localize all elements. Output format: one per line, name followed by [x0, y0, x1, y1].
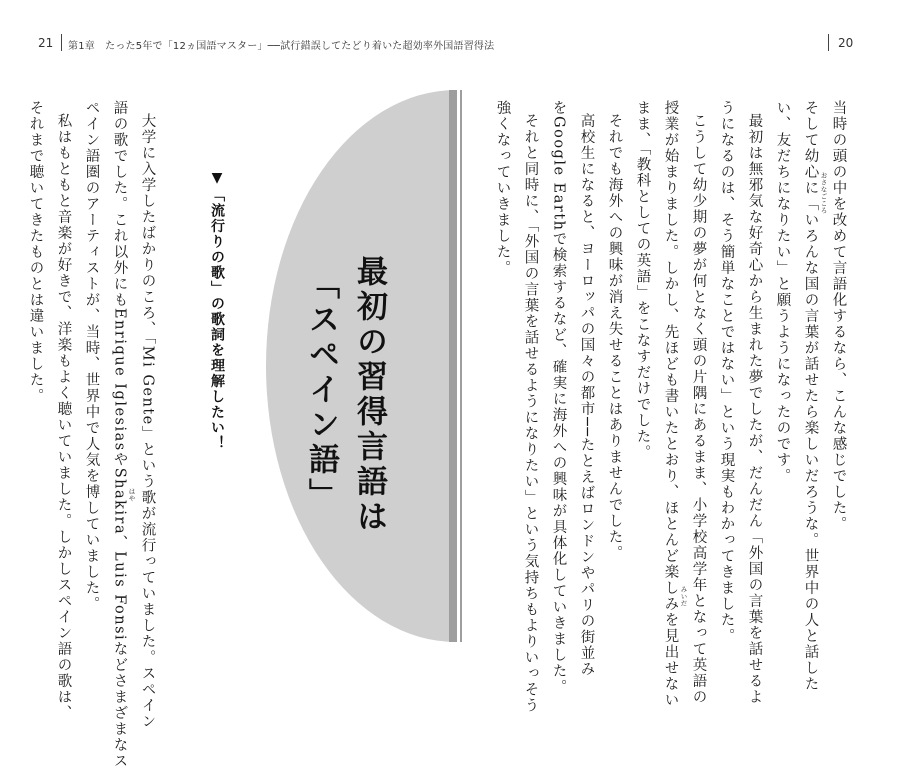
body-line: それでも海外への興味が消え失せることはありませんでした。	[606, 113, 623, 561]
body-line: 強くなっていきました。	[494, 100, 511, 276]
body-line: それと同時に、「外国の言葉を話せるようになりたい」という気持ちもよりいっそう	[522, 113, 539, 714]
body-line: 私はもともと音楽が好きで、洋楽もよく聴いていました。しかしスペイン語の歌は、	[55, 113, 72, 721]
body-line: 大学に入学したばかりのころ、「Mi Gente」という歌が流行っていました。スペイン	[139, 113, 156, 730]
right-page-number: 20	[838, 36, 854, 50]
section-title-line: 「スペイン語」	[303, 268, 339, 513]
subsection-heading: ▼「流行りの歌」の歌詞を理解したい！	[209, 170, 225, 451]
body-line: 語の歌でした。これ以外にもEnrique IglesiasやShakira、Luis Fonsiなどさまざまなス	[111, 100, 128, 769]
title-bar-primary	[449, 90, 457, 642]
body-line: い、友だちになりたい」と願うようになったのです。	[774, 100, 791, 484]
body-line: そして幼心に「いろんな国の言葉が話せたら楽しいだろうな。世界中の人と話した	[802, 100, 819, 692]
body-line: まま、「教科としての英語」をこなすだけでした。	[634, 100, 651, 461]
body-line: こうして幼少期の夢が何となく頭の片隅にあるまま、小学校高学年となって英語の	[690, 113, 707, 705]
body-line: うになるのは、そう簡単なことではない」という現実もわかってきました。	[718, 100, 735, 644]
body-line: ペイン語圏のアーティストが、当時、世界中で人気を博していました。	[83, 100, 100, 612]
body-line: 授業が始まりました。しかし、先ほども書いたとおり、ほとんど楽しみを見出せない	[662, 100, 679, 708]
body-line: 最初は無邪気な好奇心から生まれた夢でしたが、だんだん「外国の言葉を話せるよ	[746, 113, 763, 705]
title-bar-secondary	[460, 90, 462, 642]
section-title-line: 最初の習得言語は	[351, 255, 387, 535]
ruby-annotation: はや	[127, 488, 136, 502]
ruby-annotation: おさなごころ	[819, 172, 828, 214]
body-line: 高校生になると、ヨーロッパの国々の都市──たとえばロンドンやパリの街並み	[578, 113, 595, 678]
ruby-annotation: みいだ	[679, 586, 688, 607]
body-line: それまで聴いてきたものとは違いました。	[27, 100, 44, 404]
running-title: 第1章 たった5年で「12ヵ国語マスター」──試行錯誤してたどり着いた超効率外国語習得法	[68, 41, 495, 52]
left-page-number: 21	[38, 36, 54, 50]
body-line: をGoogle Earthで検索するなど、確実に海外への興味が具体化していきました。	[550, 100, 567, 696]
body-line: 当時の頭の中を改めて言語化するなら、こんな感じでした。	[830, 100, 847, 532]
